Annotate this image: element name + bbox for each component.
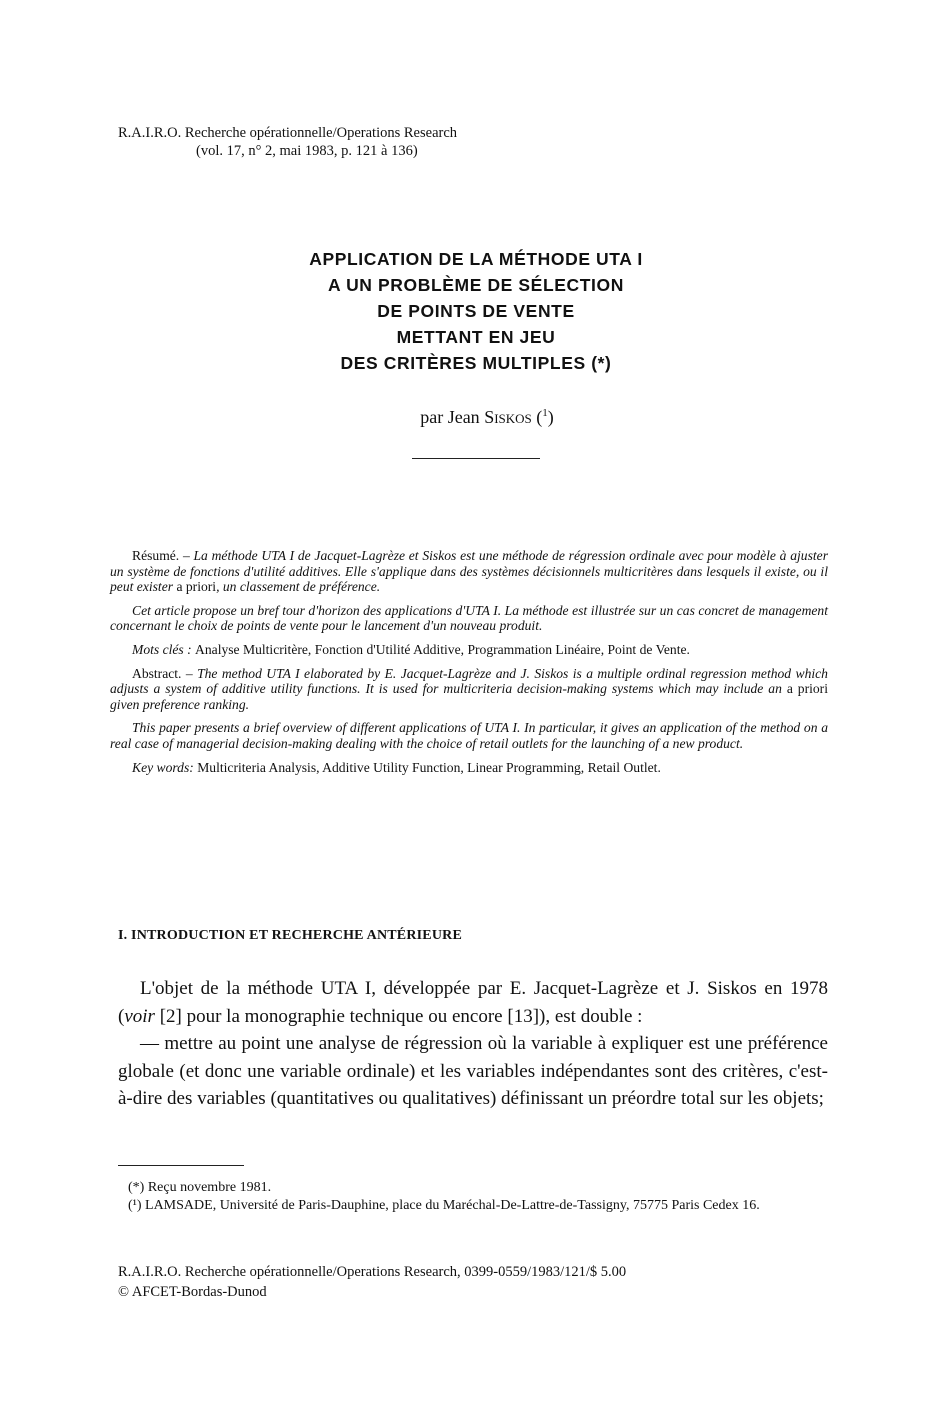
- abstract-text-1: The method UTA I elaborated by E. Jacquet-Lagrèze and J. Siskos is a multiple ordinal regression method which adjusts a system of additive utility functions. It is used for multicriteria decision-making systems which may include an: [110, 665, 828, 697]
- footnotes: [118, 1180, 828, 1216]
- author-line: [0, 407, 930, 428]
- title-line-3: DE POINTS DE VENTE: [377, 301, 575, 321]
- body-p1-a: L'objet de la méthode UTA I, développée par E. Jacquet-Lagrèze et J. Siskos en 1978 (: [118, 978, 828, 1027]
- footnote-1: (*) Reçu novembre 1981.: [128, 1180, 272, 1195]
- body-paragraph-2: — mettre au point une analyse de régression où la variable à expliquer est une préférence globale (et donc une variable ordinale) et les variables indépendantes sont des critères, c'est-à-dire des variables (quantitatives ou qualitatives) définissant un préordre total sur les objets;: [118, 1033, 828, 1109]
- abstract-para-2: This paper presents a brief overview of different applications of UTA I. In particular, it gives an application of the method on a real case of managerial decision-making dealing with the choice of retail outlets for the launching of a new product.: [110, 720, 828, 751]
- abstract-paragraph: [110, 666, 828, 713]
- title-divider: [412, 458, 540, 459]
- title-line-5: DES CRITÈRES MULTIPLES (*): [340, 353, 612, 373]
- body-p1-voir: voir: [124, 1005, 155, 1027]
- body-p1-b: [2] pour la monographie technique ou encore [13]), est double :: [154, 1005, 643, 1027]
- section-heading: I. INTRODUCTION ET RECHERCHE ANTÉRIEURE: [118, 928, 462, 943]
- title-line-1: APPLICATION DE LA MÉTHODE UTA I: [309, 249, 643, 269]
- abstract-text-2: given preference ranking.: [110, 696, 250, 712]
- author-note-open: (: [531, 407, 543, 427]
- abstract-paragraph-2: [110, 720, 828, 751]
- resume-apriori: a priori: [176, 579, 217, 595]
- body-paragraph-1: [118, 975, 828, 1030]
- title-line-4: METTANT EN JEU: [396, 327, 556, 347]
- key-words-text: Multicriteria Analysis, Additive Utility Function, Linear Programming, Retail Outlet.: [197, 759, 661, 775]
- body-text: [118, 975, 828, 1113]
- resume-paragraph: [110, 548, 828, 595]
- journal-header: [118, 124, 457, 160]
- resume-para-2: Cet article propose un bref tour d'horizon des applications d'UTA I. La méthode est illustrée sur un cas concret de management concernant le choix de points de vente pour le lancement d'un nouveau produit.: [110, 602, 828, 634]
- resume-text-1: La méthode UTA I de Jacquet-Lagrèze et Siskos est une méthode de régression ordinale avec pour modèle à ajuster un système de fonctions d'utilité additives. Elle s'applique dans des systèmes décisionnels multicritères dans lesquels il existe, ou il peut exister: [110, 548, 828, 595]
- mots-cles-label: Mots clés :: [132, 641, 196, 657]
- abstract-label: Abstract. –: [132, 665, 198, 681]
- mots-cles-text: Analyse Multicritère, Fonction d'Utilité Additive, Programmation Linéaire, Point de Vente.: [195, 641, 690, 657]
- journal-header-line1: R.A.I.R.O. Recherche opérationnelle/Operations Research: [118, 125, 458, 141]
- abstract-apriori: a priori: [786, 681, 828, 697]
- abstract-block: [110, 548, 828, 783]
- author-surname: Siskos: [484, 407, 532, 427]
- footnote-divider: [118, 1165, 244, 1166]
- key-words-paragraph: [110, 760, 828, 776]
- footer-line-1: R.A.I.R.O. Recherche opérationnelle/Operations Research, 0399-0559/1983/121/$ 5.00: [118, 1264, 627, 1280]
- author-note-mark: 1: [542, 407, 548, 419]
- page-footer: [118, 1262, 828, 1302]
- resume-label: Résumé. –: [132, 548, 194, 563]
- title-line-2: A UN PROBLÈME DE SÉLECTION: [328, 275, 624, 295]
- resume-text-2: , un classement de préférence.: [216, 579, 381, 595]
- author-prefix: par Jean: [420, 407, 485, 427]
- mots-cles-paragraph: [110, 642, 828, 658]
- footnote-2: (¹) LAMSADE, Université de Paris-Dauphine, place du Maréchal-De-Lattre-de-Tassigny, 75775 Paris Cedex 16.: [128, 1198, 760, 1213]
- resume-paragraph-2: [110, 603, 828, 634]
- footer-line-2: © AFCET-Bordas-Dunod: [118, 1284, 267, 1300]
- key-words-label: Key words:: [132, 759, 198, 775]
- paper-title: [0, 246, 930, 376]
- author-note-close: ): [547, 407, 554, 427]
- journal-header-line2: (vol. 17, n° 2, mai 1983, p. 121 à 136): [196, 143, 418, 159]
